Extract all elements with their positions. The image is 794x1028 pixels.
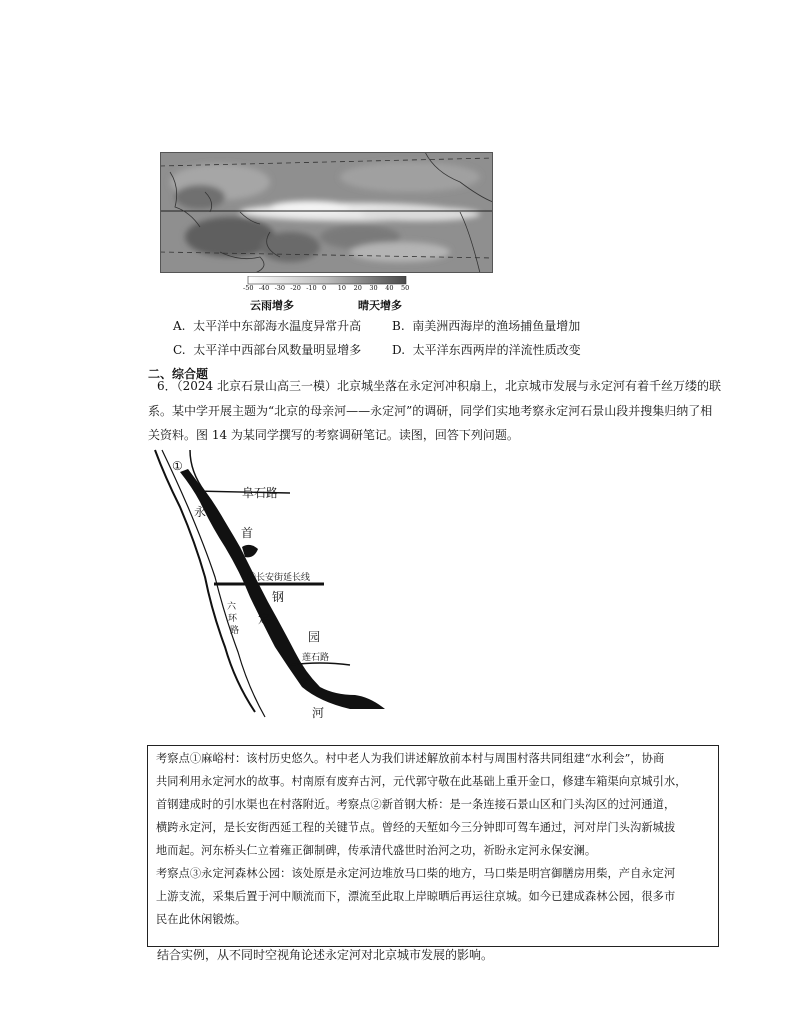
map-label-ding: 定 bbox=[258, 612, 271, 626]
map-ring-road-1: 六 bbox=[227, 602, 237, 612]
climate-anomaly-map bbox=[160, 152, 493, 273]
map-point-2: ②长安街延长线 bbox=[247, 573, 311, 583]
map-point-3: ③ bbox=[300, 678, 309, 688]
section-title: 二、综合题 bbox=[148, 367, 209, 381]
note-line: 考察点①麻峪村：该村历史悠久。村中老人为我们讲述解放前本村与周围村落共同组建“水利会”，协商 bbox=[156, 752, 665, 765]
option-a: A. 太平洋中东部海水温度异常升高 bbox=[173, 319, 362, 333]
legend-left-label: 云雨增多 bbox=[250, 299, 294, 312]
legend-right-label: 晴天增多 bbox=[358, 299, 402, 312]
note-line: 考察点③永定河森林公园：该处原是永定河边堆放马口柴的地方，马口柴是明宫御膳房用柴，产自永定河 bbox=[156, 867, 676, 880]
legend-tick: -30 bbox=[274, 284, 286, 292]
question-line-1: 6．（2024 北京石景山高三一模）北京城坐落在永定河冲积扇上，北京城市发展与永定河有着千丝万缕的联 bbox=[157, 379, 721, 393]
yongding-river-map bbox=[150, 447, 400, 747]
field-notes-box bbox=[147, 745, 719, 947]
option-b: B. 南美洲西海岸的渔场捕鱼量增加 bbox=[392, 319, 581, 333]
legend-tick: -20 bbox=[290, 284, 301, 292]
note-line: 首钢建成时的引水渠也在村落附近。考察点②新首钢大桥：是一条连接石景山区和门头沟区的过河通道， bbox=[156, 798, 676, 811]
map-point-1: ① bbox=[172, 459, 183, 473]
legend-tick: -50 bbox=[243, 284, 254, 292]
note-line: 横跨永定河，是长安街西延工程的关键节点。曾经的天堑如今三分钟即可驾车通过，河对岸门头沟新城拔 bbox=[156, 821, 676, 834]
colorbar-legend bbox=[244, 276, 410, 316]
map-label-he: 河 bbox=[312, 706, 325, 720]
legend-tick: 10 bbox=[337, 284, 347, 292]
option-c: C. 太平洋中西部台风数量明显增多 bbox=[173, 343, 362, 357]
map-ring-road-2: 环 bbox=[228, 614, 238, 624]
note-line: 共同利用永定河水的故事。村南原有废弃古河，元代郭守敬在此基础上重开金口，修建车箱渠向京城引水， bbox=[156, 775, 687, 788]
map-road-fushi: 阜石路 bbox=[242, 486, 279, 500]
note-line: 民在此休闲锻炼。 bbox=[156, 913, 247, 926]
question-line-3: 关资料。图 14 为某同学撰写的考察调研笔记。读图，回答下列问题。 bbox=[148, 428, 519, 442]
map-label-gang: 钢 bbox=[272, 590, 285, 604]
legend-tick: 50 bbox=[401, 284, 410, 292]
final-question: 结合实例，从不同时空视角论述永定河对北京城市发展的影响。 bbox=[157, 948, 494, 962]
legend-tick: 0 bbox=[322, 284, 327, 292]
legend-tick: 20 bbox=[353, 284, 362, 292]
note-line: 地而起。河东桥头仁立着雍正御制碑，传承清代盛世时治河之功，祈盼永定河永保安澜。 bbox=[156, 844, 597, 857]
option-d: D. 太平洋东西两岸的洋流性质改变 bbox=[392, 343, 581, 357]
legend-tick: -40 bbox=[258, 284, 270, 292]
map-ring-road-3: 路 bbox=[230, 626, 240, 636]
map-label-yuan: 园 bbox=[308, 630, 321, 644]
map-label-shou: 首 bbox=[241, 526, 254, 540]
note-line: 上游支流，采集后置于河中顺流而下，漂流至此取上岸晾晒后再运往京城。如今已建成森林公园，很多市 bbox=[156, 890, 676, 903]
map-label-yong: 永 bbox=[194, 505, 207, 519]
legend-tick: 30 bbox=[369, 284, 378, 292]
legend-tick: -10 bbox=[306, 284, 317, 292]
legend-tick: 40 bbox=[385, 284, 394, 292]
question-line-2: 系。某中学开展主题为“北京的母亲河——永定河”的调研，同学们实地考察永定河石景山段并搜集归纳了相 bbox=[148, 404, 713, 418]
map-road-lianshi: 莲石路 bbox=[302, 653, 330, 663]
